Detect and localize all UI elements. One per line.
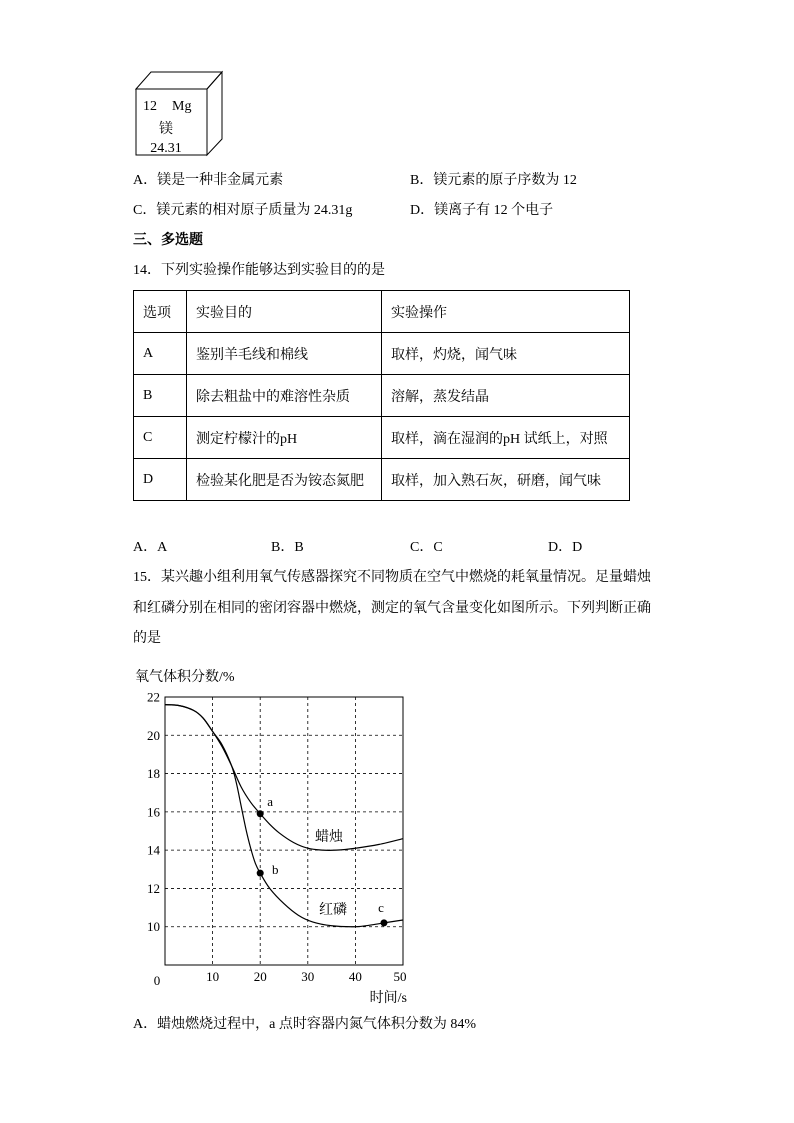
atomic-number: 12: [143, 99, 157, 114]
x-tick-label: 10: [206, 969, 220, 984]
oxygen-volume-chart: [120, 660, 420, 1010]
table-cell: C: [134, 417, 187, 459]
q14-option-b: B．B: [271, 540, 304, 555]
q14-option-d: D．D: [548, 540, 583, 555]
table-cell: D: [134, 459, 187, 501]
series-label: 蜡烛: [315, 830, 343, 845]
table-cell: 溶解，蒸发结晶: [382, 375, 630, 417]
table-cell: 鉴别羊毛线和棉线: [187, 333, 382, 375]
table-cell: 检验某化肥是否为铵态氮肥: [187, 459, 382, 501]
table-cell: B: [134, 375, 187, 417]
plot-frame: [165, 697, 403, 965]
table-row: [134, 417, 630, 459]
atomic-mass: 24.31: [150, 141, 182, 156]
x-axis-label: 时间/s: [369, 991, 407, 1006]
table-cell: 测定柠檬汁的pH: [187, 417, 382, 459]
candle-curve: [165, 705, 403, 851]
element-name: 镁: [159, 122, 173, 137]
y-tick-label: 20: [147, 727, 160, 743]
table-header-cell: 实验操作: [382, 291, 630, 333]
table-cell: 取样，滴在湿润的pH 试纸上，对照: [382, 417, 630, 459]
table-header-row: [134, 291, 630, 333]
series-label: 红磷: [319, 903, 347, 918]
cube-side-face: [207, 72, 222, 155]
y-tick-label: 22: [147, 689, 160, 705]
y-tick-label: 16: [147, 804, 160, 820]
table-header-cell: 选项: [134, 291, 187, 333]
element-card: [130, 66, 230, 161]
table-cell: A: [134, 333, 187, 375]
y-tick-label: 14: [147, 842, 160, 858]
section-title: 三、多选题: [133, 233, 203, 248]
y-tick-label: 12: [147, 880, 160, 896]
q14-experiment-table: [133, 290, 630, 501]
y-tick-label: 10: [147, 919, 160, 935]
table-row: [134, 333, 630, 375]
data-point-a: [257, 810, 264, 817]
x-tick-label: 20: [253, 969, 267, 984]
y-tick-label: 18: [147, 766, 160, 782]
element-symbol: Mg: [172, 99, 192, 114]
data-point-b: [257, 870, 264, 877]
table-cell: 除去粗盐中的难溶性杂质: [187, 375, 382, 417]
table-header-cell: 实验目的: [187, 291, 382, 333]
q13-option-a: A．镁是一种非金属元素: [133, 173, 284, 188]
q15-stem-line-2: 和红磷分别在相同的密闭容器中燃烧，测定的氧气含量变化如图所示。下列判断正确: [133, 601, 651, 616]
q14-option-a: A．A: [133, 540, 168, 555]
red-phosphorus-curve: [165, 705, 403, 927]
point-label: a: [267, 793, 274, 809]
q15-stem-line-1: 15．某兴趣小组利用氧气传感器探究不同物质在空气中燃烧的耗氧量情况。足量蜡烛: [133, 570, 651, 585]
q15-stem-line-3: 的是: [133, 631, 161, 646]
origin-label: 0: [153, 973, 161, 988]
q14-stem: 14．下列实验操作能够达到实验目的的是: [133, 263, 385, 278]
point-label: c: [378, 899, 384, 915]
table-cell: 取样，灼烧，闻气味: [382, 333, 630, 375]
q14-option-c: C．C: [410, 540, 443, 555]
table-cell: 取样，加入熟石灰，研磨，闻气味: [382, 459, 630, 501]
data-point-c: [380, 919, 387, 926]
x-tick-label: 30: [301, 969, 315, 984]
x-tick-label: 50: [393, 969, 407, 984]
table-row: [134, 375, 630, 417]
point-label: b: [271, 862, 279, 878]
y-axis-label: 氧气体积分数/%: [135, 670, 235, 685]
q13-option-d: D．镁离子有 12 个电子: [410, 203, 554, 218]
x-tick-label: 40: [348, 969, 362, 984]
q15-option-a: A．蜡烛燃烧过程中，a 点时容器内氮气体积分数为 84%: [133, 1017, 476, 1032]
table-row: [134, 459, 630, 501]
q13-option-b: B．镁元素的原子序数为 12: [410, 173, 577, 188]
q13-option-c: C．镁元素的相对原子质量为 24.31g: [133, 203, 353, 218]
